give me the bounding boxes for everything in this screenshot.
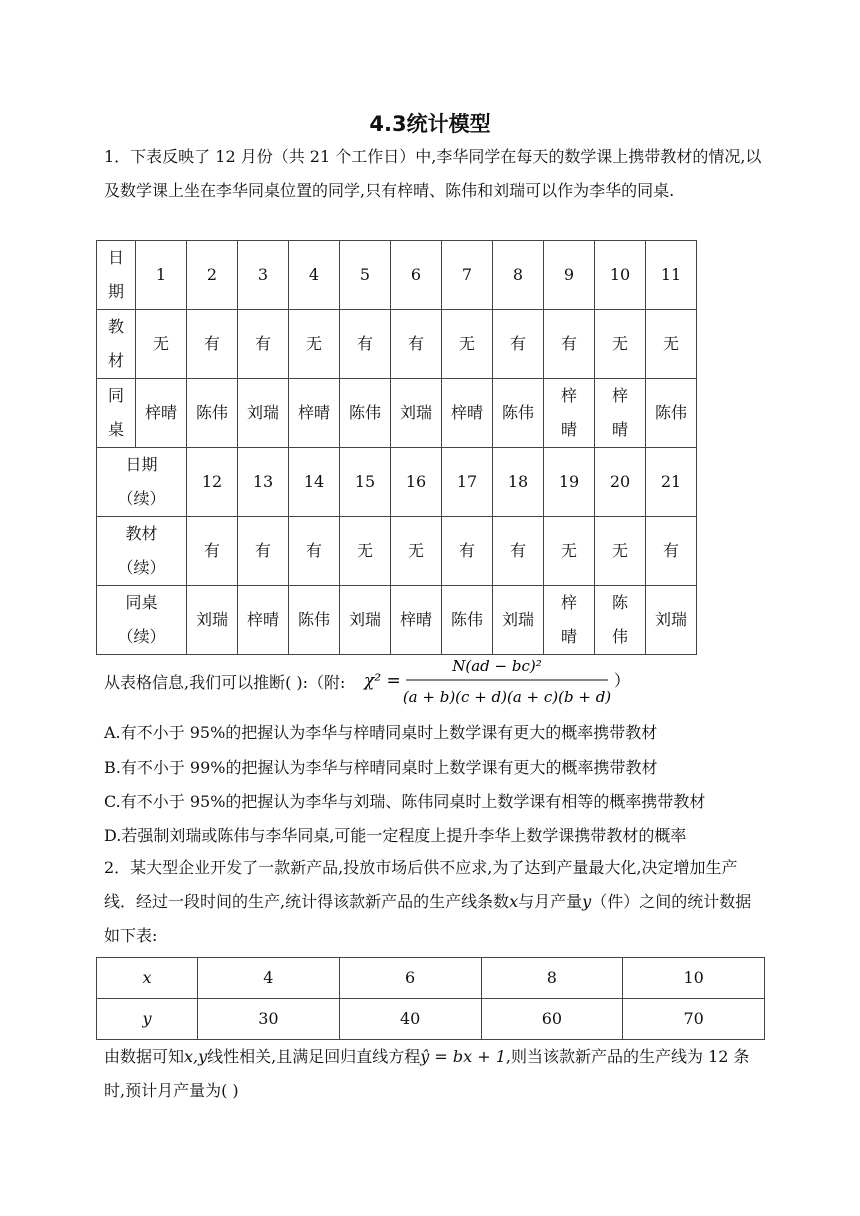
table-cell: 16 <box>391 448 442 517</box>
table-cell: 19 <box>544 448 595 517</box>
formula-denominator: (a + b)(c + d)(a + c)(b + d) <box>402 688 612 706</box>
table-cell: 11 <box>646 241 697 310</box>
table-cell: 陈 伟 <box>595 586 646 655</box>
table-cell: 6 <box>391 241 442 310</box>
table-cell: 有 <box>391 310 442 379</box>
q2-var-y: y <box>582 892 592 911</box>
table-cell: 有 <box>646 517 697 586</box>
table-cell: 10 <box>623 958 765 999</box>
option-c: C.有不小于 95%的把握认为李华与刘瑞、陈伟同桌时上数学课有相等的概率携带教材 <box>104 792 706 811</box>
option-a: A.有不小于 95%的把握认为李华与梓晴同桌时上数学课有更大的概率携带教材 <box>104 723 658 742</box>
table-row-day <box>97 241 697 310</box>
formula-lhs: χ² = <box>364 671 401 691</box>
table-cell: 20 <box>595 448 646 517</box>
table-cell: 有 <box>493 310 544 379</box>
table-cell: 30 <box>198 999 340 1040</box>
table-row-desk <box>97 379 697 448</box>
table-cell: 梓晴 <box>289 379 340 448</box>
q2-after-a: 由数据可知 <box>104 1047 185 1066</box>
table-cell: 2 <box>187 241 238 310</box>
table-cell: 刘瑞 <box>340 586 391 655</box>
table-cell: 刘瑞 <box>493 586 544 655</box>
production-table <box>96 957 765 1040</box>
question-2-stem <box>104 851 764 953</box>
q2-after-c: ,则当该款新产品的生产线为 12 条时,预计月产量为( ) <box>104 1047 750 1100</box>
formula-suffix: ） <box>614 671 631 690</box>
table-cell: 无 <box>646 310 697 379</box>
table-cell: 梓 晴 <box>544 586 595 655</box>
row-label: 同桌 （续） <box>97 586 187 655</box>
table-cell: 9 <box>544 241 595 310</box>
table-cell: 有 <box>340 310 391 379</box>
table-cell: 15 <box>340 448 391 517</box>
page-title: 4.3统计模型 <box>369 112 491 136</box>
table-cell: 40 <box>339 999 481 1040</box>
table-cell: 无 <box>289 310 340 379</box>
table-cell: 刘瑞 <box>391 379 442 448</box>
table-cell: 有 <box>238 517 289 586</box>
table-cell: 无 <box>340 517 391 586</box>
table-cell: 梓晴 <box>442 379 493 448</box>
row-label: 教材 （续） <box>97 517 187 586</box>
table-cell: 梓晴 <box>391 586 442 655</box>
table-cell: 5 <box>340 241 391 310</box>
table-cell: 陈伟 <box>442 586 493 655</box>
table-cell: 10 <box>595 241 646 310</box>
table-cell: 刘瑞 <box>238 379 289 448</box>
table-cell: 梓 晴 <box>595 379 646 448</box>
row-label: y <box>97 999 198 1040</box>
table-row-y <box>97 999 765 1040</box>
table-cell: 有 <box>544 310 595 379</box>
table-cell: 8 <box>481 958 623 999</box>
table-cell: 梓晴 <box>238 586 289 655</box>
attendance-table <box>96 240 697 655</box>
table-cell: 有 <box>187 310 238 379</box>
table-cell: 刘瑞 <box>187 586 238 655</box>
row-label: 同 桌 <box>97 379 136 448</box>
row-label: 日 期 <box>97 241 136 310</box>
table-cell: 7 <box>442 241 493 310</box>
table-cell: 4 <box>198 958 340 999</box>
table-row-x <box>97 958 765 999</box>
chi-square-formula <box>362 650 662 712</box>
table-cell: 60 <box>481 999 623 1040</box>
table-cell: 无 <box>136 310 187 379</box>
table-cell: 14 <box>289 448 340 517</box>
inference-prefix: 从表格信息,我们可以推断( ):（附: <box>104 673 346 692</box>
table-row-book-cont <box>97 517 697 586</box>
table-cell: 8 <box>493 241 544 310</box>
table-cell: 无 <box>595 517 646 586</box>
table-cell: 无 <box>442 310 493 379</box>
option-b: B.有不小于 99%的把握认为李华与梓晴同桌时上数学课有更大的概率携带教材 <box>104 758 658 777</box>
table-cell: 12 <box>187 448 238 517</box>
table-cell: 有 <box>289 517 340 586</box>
table-cell: 3 <box>238 241 289 310</box>
table-cell: 有 <box>238 310 289 379</box>
table-cell: 无 <box>544 517 595 586</box>
table-cell: 刘瑞 <box>646 586 697 655</box>
table-cell: 无 <box>391 517 442 586</box>
table-row-book <box>97 310 697 379</box>
q2-stem-c: （件）之间的统计数据如下表: <box>104 892 752 945</box>
table-cell: 有 <box>442 517 493 586</box>
formula-numerator: N(ad − bc)² <box>452 657 542 675</box>
table-cell: 13 <box>238 448 289 517</box>
table-cell: 陈伟 <box>289 586 340 655</box>
table-cell: 21 <box>646 448 697 517</box>
table-cell: 梓晴 <box>136 379 187 448</box>
q2-var-x: x <box>509 892 519 911</box>
row-label: 日期 （续） <box>97 448 187 517</box>
table-row-desk-cont <box>97 586 697 655</box>
table-cell: 有 <box>187 517 238 586</box>
table-cell: 18 <box>493 448 544 517</box>
q2-after-vars: x,y <box>184 1047 208 1066</box>
table-cell: 无 <box>595 310 646 379</box>
row-label: x <box>97 958 198 999</box>
table-cell: 70 <box>623 999 765 1040</box>
option-d: D.若强制刘瑞或陈伟与李华同桌,可能一定程度上提升李华上数学课携带教材的概率 <box>104 826 687 845</box>
table-cell: 陈伟 <box>493 379 544 448</box>
row-label: 教 材 <box>97 310 136 379</box>
table-cell: 梓 晴 <box>544 379 595 448</box>
table-cell: 陈伟 <box>187 379 238 448</box>
table-cell: 4 <box>289 241 340 310</box>
table-row-day-cont <box>97 448 697 517</box>
table-cell: 陈伟 <box>646 379 697 448</box>
q2-after-b: 线性相关,且满足回归直线方程 <box>207 1047 421 1066</box>
table-cell: 有 <box>493 517 544 586</box>
table-cell: 1 <box>136 241 187 310</box>
question-2-condition <box>104 1040 766 1108</box>
table-cell: 陈伟 <box>340 379 391 448</box>
q2-stem-a: 2．某大型企业开发了一款新产品,投放市场后供不应求,为了达到产量最大化,决定增加生产线．经过一段时间的生产,统计得该款新产品的生产线条数 <box>104 858 738 911</box>
q2-stem-b: 与月产量 <box>518 892 583 911</box>
table-cell: 17 <box>442 448 493 517</box>
regression-equation: ŷ = bx + 1 <box>420 1047 506 1066</box>
table-cell: 6 <box>339 958 481 999</box>
question-1-stem: 1．下表反映了 12 月份（共 21 个工作日）中,李华同学在每天的数学课上携带教材的情况,以及数学课上坐在李华同桌位置的同学,只有梓晴、陈伟和刘瑞可以作为李华的同桌. <box>104 147 762 200</box>
